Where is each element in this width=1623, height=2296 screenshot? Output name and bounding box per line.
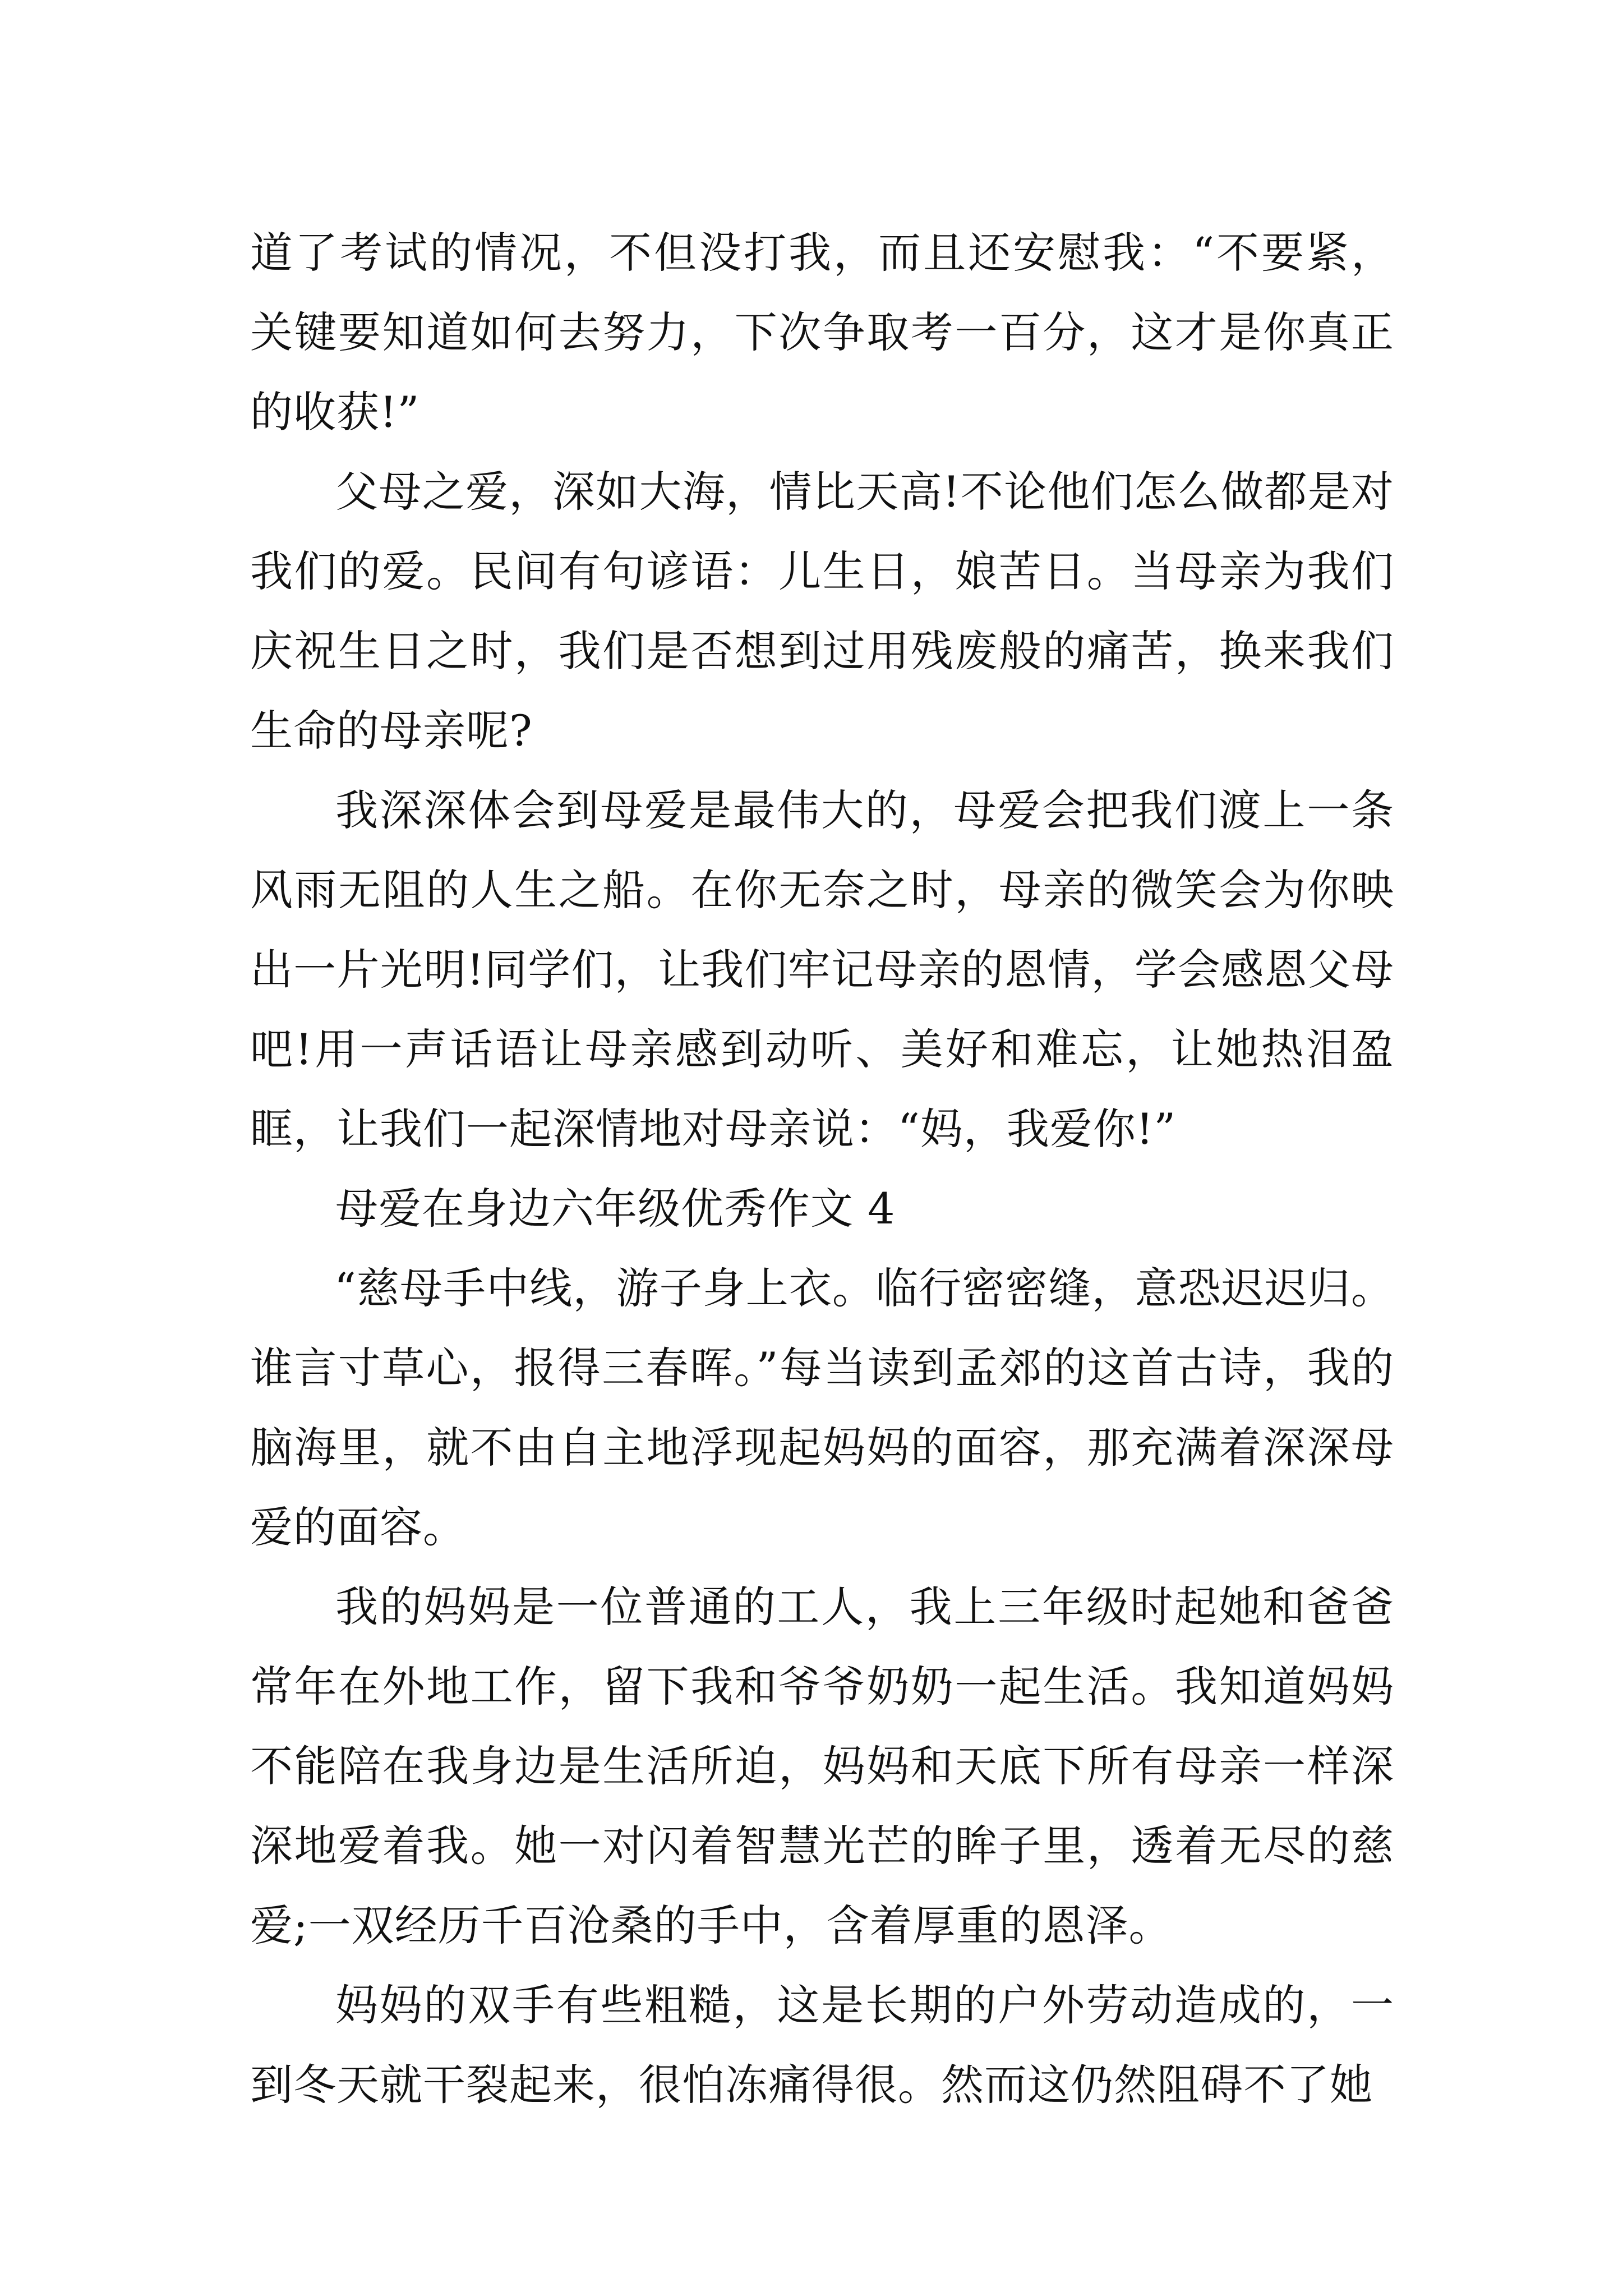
paragraph-parents-love: 父母之爱，深如大海，情比天高!不论他们怎么做都是对我们的爱。民间有句谚语：儿生日，娘苦日。当母亲为我们庆祝生日之时，我们是否想到过用残废般的痛苦，换来我们生命的母亲呢?	[250, 467, 1394, 756]
document-body	[250, 213, 1394, 2125]
essay-title: 母爱在身边六年级优秀作文 4	[335, 1184, 896, 1234]
paragraph-continuation: 道了考试的情况，不但没打我，而且还安慰我：“不要紧，关键要知道如何去努力，下次争取考一百分，这才是你真正的收获!”	[250, 228, 1394, 437]
paragraph-ordinary-worker: 我的妈妈是一位普通的工人，我上三年级时起她和爸爸常年在外地工作，留下我和爷爷奶奶一起生活。我知道妈妈不能陪在我身边是生活所迫，妈妈和天底下所有母亲一样深深地爱着我。她一对闪着智慧光芒的眸子里，透着无尽的慈爱;一双经历千百沧桑的手中，含着厚重的恩泽。	[250, 1582, 1394, 1950]
paragraph-poem-quote: “慈母手中线，游子身上衣。临行密密缝，意恐迟迟归。谁言寸草心，报得三春晖。”每当读到孟郊的这首古诗，我的脑海里，就不由自主地浮现起妈妈的面容，那充满着深深母爱的面容。	[250, 1263, 1394, 1552]
paragraph-mother-love-greatest: 我深深体会到母爱是最伟大的，母爱会把我们渡上一条风雨无阻的人生之船。在你无奈之时，母亲的微笑会为你映出一片光明!同学们，让我们牢记母亲的恩情，学会感恩父母吧!用一声话语让母亲感到动听、美好和难忘，让她热泪盈眶，让我们一起深情地对母亲说：“妈，我爱你!”	[250, 785, 1394, 1154]
paragraph-rough-hands: 妈妈的双手有些粗糙，这是长期的户外劳动造成的，一到冬天就干裂起来，很怕冻痛得很。然而这仍然阻碍不了她	[250, 1980, 1394, 2110]
